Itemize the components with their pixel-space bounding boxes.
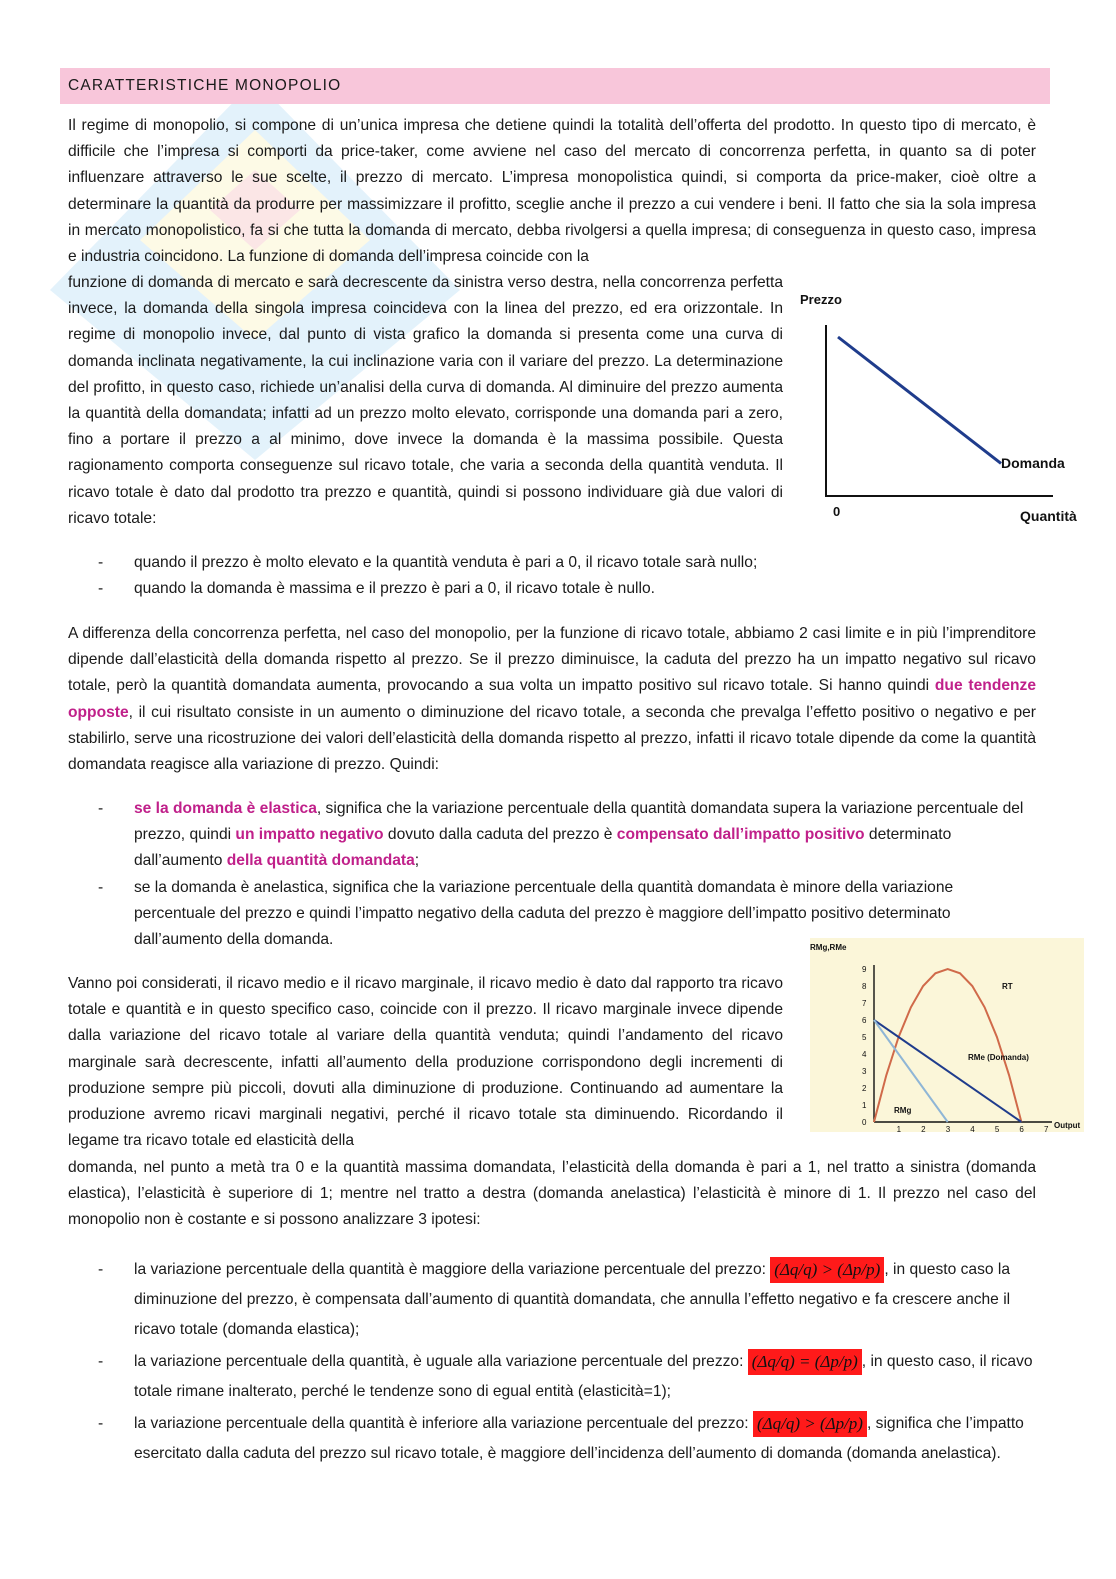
list-item-hypothesis: - la variazione percentuale della quantità, è uguale alla variazione percentuale del prezzo: (Δq/q) = (Δp/p) , in questo caso, il ricavo totale rimane inalterato, perché le tendenze sono di egual entità (elasticità=1); [98, 1347, 1038, 1407]
y-tick-label: 2 [862, 1084, 867, 1093]
emphasis-opposite-trends: due tendenze opposte [68, 677, 1037, 721]
formula-equal: (Δq/q) = (Δp/p) [748, 1349, 862, 1375]
formula-greater: (Δq/q) > (Δp/p) [770, 1257, 884, 1283]
list-item: - quando la domanda è massima e il prezzo è pari a 0, il ricavo totale è nullo. [98, 576, 1033, 602]
paragraph-revenue: Vanno poi considerati, il ricavo medio e il ricavo marginale, il ricavo medio è dato dal rapporto tra ricavo totale e quantità e in questo specifico caso, coincide con il prezzo. Il ricavo marginale invece dipende dalla variazione del ricavo totale al variare della quantità venduta; quindi l’andamento del ricavo marginale sarà decrescente, infatti all’aumento della produzione corrispondono degli incrementi di produzione sempre più piccoli, dovuti alla diminuzione di produzione. Continuando ad aumentare la produzione avremo ricavi marginali negativi, perché il ricavo totale sta diminuendo. Ricordando il legame tra ricavo totale ed elasticità della [68, 975, 783, 1150]
paragraph-demand: funzione di domanda di mercato e sarà decrescente da sinistra verso destra, nella concorrenza perfetta invece, la domanda della singola impresa coincideva con la linea del prezzo, ed era orizzontale. In regime di monopolio invece, dal punto di vista grafico la domanda si presenta come una curva di domanda inclinata negativamente, la cui inclinazione varia con il variare del prezzo. La determinazione del profitto, in questo caso, richiede un’analisi della curva di domanda. Al diminuire del prezzo aumenta la quantità della domandata; infatti ad un prezzo molto elevato, corrisponde una domanda pari a zero, fino a portare il prezzo a al minimo, dove invece la domanda è la massima possibile. Questa ragionamento comporta conseguenze sul ricavo totale, che varia a seconda della quantità venduta. Il ricavo totale è dato dal prodotto tra prezzo e quantità, quindi si possono individuare già due valori di ricavo totale: [68, 274, 783, 527]
paragraph-intro: Il regime di monopolio, si compone di un’unica impresa che detiene quindi la totalità dell’offerta del prodotto. In questo tipo di mercato, è difficile che l’impresa si comporti da price-taker, come avviene nel caso del mercato di concorrenza perfetta, in quanto sa di poter influenzare attraverso le sue scelte, il prezzo di mercato. L’impresa monopolistica quindi, si comporta da price-maker, cioè oltre a determinare la quantità da produrre per massimizzare il profitto, sceglie anche il prezzo a cui vendere i beni. Il fatto che sia la sola impresa in mercato monopolistico, fa si che tutta la domanda di mercato, debba rivolgersi a quella impresa; di conseguenza in questo caso, impresa e industria coincidono. La funzione di domanda dell’impresa coincide con la [68, 117, 1036, 266]
x-axis-label: Quantità [1020, 508, 1077, 524]
rt-label: RT [1002, 982, 1013, 991]
x-tick-label: 3 [945, 1125, 951, 1132]
demand-label: Domanda [1001, 455, 1065, 471]
y-tick-label: 5 [862, 1033, 867, 1042]
x-tick-label: 4 [970, 1125, 975, 1132]
x-tick-label: 2 [921, 1125, 926, 1132]
rme-label: RMe (Domanda) [968, 1053, 1029, 1062]
y-tick-label: 1 [862, 1101, 867, 1110]
section-heading: CARATTERISTICHE MONOPOLIO [60, 68, 1050, 104]
list-total-revenue [98, 550, 1033, 602]
paragraph-elasticity: A differenza della concorrenza perfetta, nel caso del monopolio, per la funzione di ricavo totale, abbiamo 2 casi limite e in più l’imprenditore dipende dall’elasticità della domanda rispetto al prezzo. Se il prezzo diminuisce, la caduta del prezzo ha un impatto negativo sul ricavo totale, però la quantità domandata aumenta, provocando a sua volta un impatto positivo sul ricavo totale. Si hanno quindi due tendenze opposte, il cui risultato consiste in un aumento o diminuzione del ricavo totale, a seconda che prevalga l’effetto positivo o negativo e per stabilirlo, serve una ricostruzione dei valori dell’elasticità della domanda rispetto al prezzo, infatti il ricavo totale dipende da come la quantità domandata reagisce alla variazione di prezzo. Quindi: [68, 625, 1037, 774]
x-tick-label: 6 [1019, 1125, 1024, 1132]
list-item-elastic: - se la domanda è elastica, significa che la variazione percentuale della quantità domandata supera la variazione percentuale del prezzo, quindi un impatto negativo dovuto dalla caduta del prezzo è compensato dall’impatto positivo determinato dall’aumento della quantità domandata; [98, 796, 1038, 875]
list-item-hypothesis: - la variazione percentuale della quantità è inferiore alla variazione percentuale del prezzo: (Δq/q) > (Δp/p) , significa che l’impatto esercitato dalla caduta del prezzo sul ricavo totale, è maggiore dell’incidenza dell’aumento di domanda (domanda anelastica). [98, 1409, 1038, 1469]
y-tick-label: 9 [862, 965, 867, 974]
x-axis-label: Output [1054, 1121, 1081, 1130]
rmg-label: RMg [894, 1106, 912, 1115]
origin-label: 0 [833, 504, 841, 519]
demand-line [838, 337, 1001, 463]
demand-chart [795, 285, 1095, 530]
paragraph-elasticity-points: domanda, nel punto a metà tra 0 e la quantità massima domandata, l’elasticità della domanda è pari a 1, nel tratto a sinistra (domanda elastica), l’elasticità è superiore di 1; mentre nel tratto a destra (domanda anelastica) l’elasticità è minore di 1. Il prezzo nel caso del monopolio non è costante e si possono analizzare 3 ipotesi: [68, 1159, 1036, 1229]
y-tick-label: 7 [862, 999, 867, 1008]
list-item: - quando il prezzo è molto elevato e la quantità venduta è pari a 0, il ricavo totale sarà nullo; [98, 550, 1033, 576]
y-tick-label: 8 [862, 982, 867, 991]
x-tick-label: 5 [994, 1125, 1000, 1132]
revenue-chart [810, 938, 1084, 1132]
formula-less: (Δq/q) > (Δp/p) [753, 1411, 867, 1437]
y-axis-label: Prezzo [800, 292, 842, 307]
y-tick-label: 0 [862, 1118, 867, 1127]
x-tick-label: 7 [1044, 1125, 1049, 1132]
x-tick-label: 1 [896, 1125, 902, 1132]
y-tick-label: 6 [862, 1016, 867, 1025]
chart-background [810, 938, 1084, 1132]
list-elasticity [98, 796, 1038, 953]
list-item-inelastic: - se la domanda è anelastica, significa che la variazione percentuale della quantità domandata è minore della variazione percentuale del prezzo e quindi l’impatto negativo della caduta del prezzo è maggiore dell’impatto positivo determinato dall’aumento della domanda. [98, 875, 1038, 954]
y-tick-label: 3 [862, 1067, 867, 1076]
list-hypotheses [98, 1255, 1038, 1469]
y-axis-label: RMg,RMe [810, 943, 847, 952]
y-tick-label: 4 [862, 1050, 867, 1059]
list-item-hypothesis: - la variazione percentuale della quantità è maggiore della variazione percentuale del prezzo: (Δq/q) > (Δp/p) , in questo caso la diminuzione del prezzo, è compensata dall’aumento di quantità domandata, che annulla l’effetto negativo e fa crescere anche il ricavo totale (domanda elastica); [98, 1255, 1038, 1345]
